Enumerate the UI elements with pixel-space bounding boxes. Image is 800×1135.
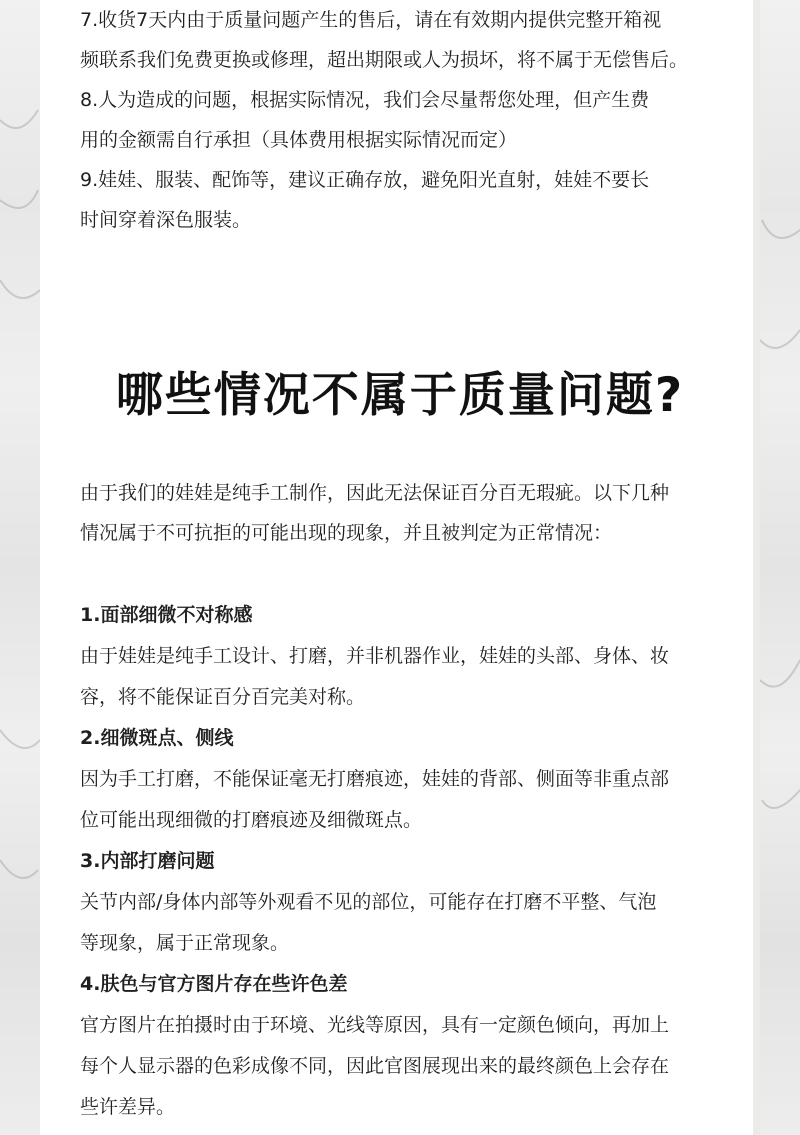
branch-decoration-icon	[0, 80, 40, 380]
item-heading: 1.面部细微不对称感	[80, 604, 253, 626]
note-line: 7.收货7天内由于质量问题产生的售后，请在有效期内提供完整开箱视	[80, 9, 662, 31]
item-heading: 2.细微斑点、侧线	[80, 727, 234, 749]
section-title: 哪些情况不属于质量问题?	[115, 368, 685, 423]
note-line: 频联系我们免费更换或修理，超出期限或人为损坏，将不属于无偿售后。	[80, 49, 689, 71]
non-quality-issue-list	[80, 595, 669, 1128]
right-ink-background	[760, 0, 800, 1135]
item-heading: 3.内部打磨问题	[80, 850, 215, 872]
item-body-line: 容，将不能保证百分百完美对称。	[80, 686, 366, 708]
item-body-line: 位可能出现细微的打磨痕迹及细微斑点。	[80, 809, 423, 831]
item-body-line: 关节内部/身体内部等外观看不见的部位，可能存在打磨不平整、气泡	[80, 891, 657, 913]
left-ink-background	[0, 0, 40, 1135]
item-heading: 4.肤色与官方图片存在些许色差	[80, 973, 348, 995]
after-sales-notes	[80, 0, 688, 240]
item-body-line: 等现象，属于正常现象。	[80, 932, 290, 954]
description-line: 情况属于不可抗拒的可能出现的现象，并且被判定为正常情况：	[80, 522, 613, 544]
note-line: 时间穿着深色服装。	[80, 209, 252, 231]
item-body-line: 官方图片在拍摄时由于环境、光线等原因，具有一定颜色倾向，再加上	[80, 1014, 670, 1036]
description	[80, 473, 669, 553]
item-body-line: 每个人显示器的色彩成像不同，因此官图展现出来的最终颜色上会存在	[80, 1055, 670, 1077]
item-body-line: 些许差异。	[80, 1096, 176, 1118]
branch-decoration-icon	[760, 180, 800, 480]
branch-decoration-icon	[0, 700, 40, 1000]
note-line: 用的金额需自行承担（具体费用根据实际情况而定）	[80, 129, 518, 151]
item-body-line: 由于娃娃是纯手工设计、打磨，并非机器作业，娃娃的头部、身体、妆	[80, 645, 670, 667]
description-line: 由于我们的娃娃是纯手工制作，因此无法保证百分百无瑕疵。以下几种	[80, 482, 670, 504]
note-line: 9.娃娃、服装、配饰等，建议正确存放，避免阳光直射，娃娃不要长	[80, 169, 650, 191]
item-body-line: 因为手工打磨，不能保证毫无打磨痕迹，娃娃的背部、侧面等非重点部	[80, 768, 670, 790]
note-line: 8.人为造成的问题，根据实际情况，我们会尽量帮您处理，但产生费	[80, 89, 650, 111]
branch-decoration-icon	[760, 620, 800, 920]
